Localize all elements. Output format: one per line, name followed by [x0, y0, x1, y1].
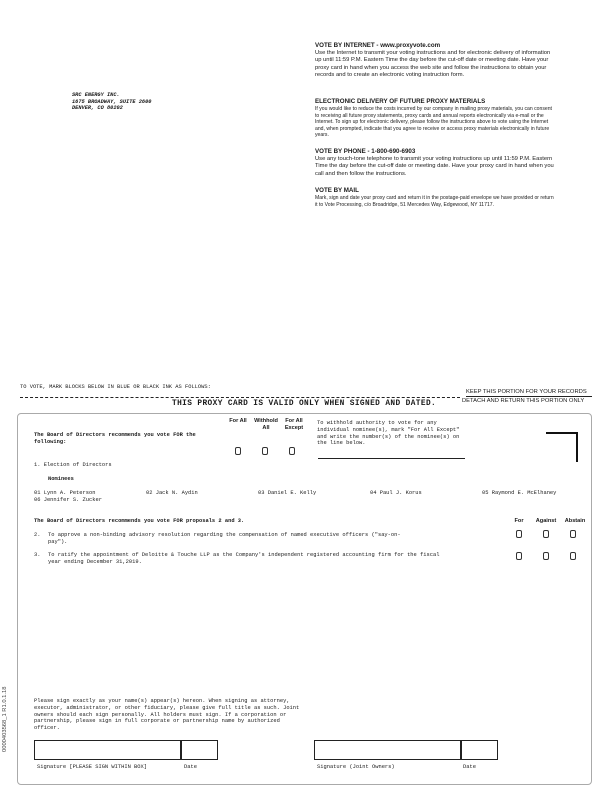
date-label: Date [184, 764, 197, 770]
item2-for-checkbox[interactable] [516, 530, 522, 538]
company-address-line1: 1675 BROADWAY, SUITE 2600 [72, 98, 152, 105]
for-all-except-checkbox[interactable] [289, 447, 295, 455]
signature-box[interactable] [34, 740, 181, 760]
nominee-02: 02 Jack N. Aydin [146, 490, 198, 496]
col-for-all-except: For All Except [284, 418, 304, 431]
item2-number: 2. [34, 532, 41, 538]
joint-date-label: Date [463, 764, 476, 770]
nominee-03: 03 Daniel E. Kelly [258, 490, 317, 496]
electronic-delivery-heading: ELECTRONIC DELIVERY OF FUTURE PROXY MATERIALS [315, 98, 486, 105]
col-withhold-all: Withhold All [254, 418, 278, 431]
mark-instructions: TO VOTE, MARK BLOCKS BELOW IN BLUE OR BLACK INK AS FOLLOWS: [20, 384, 211, 390]
withhold-all-checkbox[interactable] [262, 447, 268, 455]
signing-instructions: Please sign exactly as your name(s) appear(s) hereon. When signing as attorney, executor, administrator, or other fiduciary, please give full title as such. Joint owners should each sign personally. All holders must sign. If a corporation or partnership, please sign in full corporate or partnership name by authorized officer. [34, 698, 300, 732]
item3-text: To ratify the appointment of Deloitte & Touche LLP as the Company's independent registered accounting firm for the fiscal year ending December 31,2019. [48, 552, 440, 565]
keep-portion-label: KEEP THIS PORTION FOR YOUR RECORDS [466, 389, 587, 395]
keep-portion-underline [466, 396, 592, 397]
withhold-instructions: To withhold authority to vote for any individual nominee(s), mark "For All Except" and write the number(s) of the nominee(s) on the line below. [317, 420, 460, 447]
col-for-all: For All [229, 418, 247, 424]
date-box[interactable] [181, 740, 218, 760]
detach-portion-label: DETACH AND RETURN THIS PORTION ONLY [462, 398, 585, 404]
item2-against-checkbox[interactable] [543, 530, 549, 538]
item1-election: 1. Election of Directors [34, 462, 112, 468]
item3-number: 3. [34, 552, 41, 558]
electronic-delivery-text: If you would like to reduce the costs incurred by our company in mailing proxy materials, you can consent to receiving all future proxy statements, proxy cards and annual reports electronically via e-mail or the Internet. To sign up for electronic delivery, please follow the instructions above to vote using the Internet and, when prompted, indicate that you agree to receive or access proxy materials electronically in future years. [315, 106, 552, 138]
nominee-01: 01 Lynn A. Peterson [34, 490, 96, 496]
detach-line [20, 397, 460, 398]
for-all-checkbox[interactable] [235, 447, 241, 455]
vote-internet-heading: VOTE BY INTERNET - www.proxyvote.com [315, 42, 441, 49]
nominee-exception-line[interactable] [318, 458, 465, 459]
item2-text: To approve a non-binding advisory resolution regarding the compensation of named executive officers ("say-on-pay"). [48, 532, 401, 545]
signature-label: Signature [PLEASE SIGN WITHIN BOX] [37, 764, 147, 770]
joint-signature-box[interactable] [314, 740, 461, 760]
nominee-05: 05 Raymond E. McElhaney [482, 490, 557, 496]
col-abstain: Abstain [564, 518, 586, 524]
vote-mail-text: Mark, sign and date your proxy card and return it in the postage-paid envelope we have provided or return it to Vote Processing, c/o Broadridge, 51 Mercedes Way, Edgewood, NY 11717. [315, 195, 554, 208]
joint-date-box[interactable] [461, 740, 498, 760]
vote-internet-text: Use the Internet to transmit your voting instructions and for electronic delivery of information up until 11:59 P.M. Eastern Time the day before the cut-off date or meeting date. Have your proxy card in hand when you access the web site and follow the instructions to obtain your records and to create an electronic voting instruction form. [315, 50, 551, 79]
vote-phone-section [315, 148, 555, 178]
document-code: 0000403568_1 R1.0.1.18 [2, 686, 8, 752]
vote-mail-section [315, 187, 555, 208]
item3-abstain-checkbox[interactable] [570, 552, 576, 560]
company-address-line2: DENVER, CO 80202 [72, 105, 123, 112]
vote-mail-heading: VOTE BY MAIL [315, 187, 359, 194]
company-address [72, 92, 151, 112]
registration-mark [546, 432, 578, 462]
recommendation-proposals: The Board of Directors recommends you vote FOR proposals 2 and 3. [34, 518, 245, 524]
valid-notice: THIS PROXY CARD IS VALID ONLY WHEN SIGNED AND DATED. [172, 400, 437, 408]
joint-signature-label: Signature (Joint Owners) [317, 764, 395, 770]
item3-against-checkbox[interactable] [543, 552, 549, 560]
company-name: SRC ENERGY INC. [72, 92, 120, 98]
electronic-delivery-section [315, 98, 555, 139]
item2-abstain-checkbox[interactable] [570, 530, 576, 538]
recommendation-directors: The Board of Directors recommends you vote FOR the following: [34, 432, 196, 445]
nominee-04: 04 Paul J. Korus [370, 490, 422, 496]
nominees-label: Nominees [48, 476, 74, 482]
col-for: For [514, 518, 524, 524]
nominee-06: 06 Jennifer S. Zucker [34, 497, 102, 503]
col-against: Against [535, 518, 557, 524]
vote-phone-heading: VOTE BY PHONE - 1-800-690-6903 [315, 148, 416, 155]
item3-for-checkbox[interactable] [516, 552, 522, 560]
vote-phone-text: Use any touch-tone telephone to transmit your voting instructions up until 11:59 P.M. Eastern Time the day before the cut-off date or meeting date. Have your proxy card in hand when you call and then follow the instructions. [315, 156, 554, 177]
vote-internet-section [315, 42, 555, 80]
